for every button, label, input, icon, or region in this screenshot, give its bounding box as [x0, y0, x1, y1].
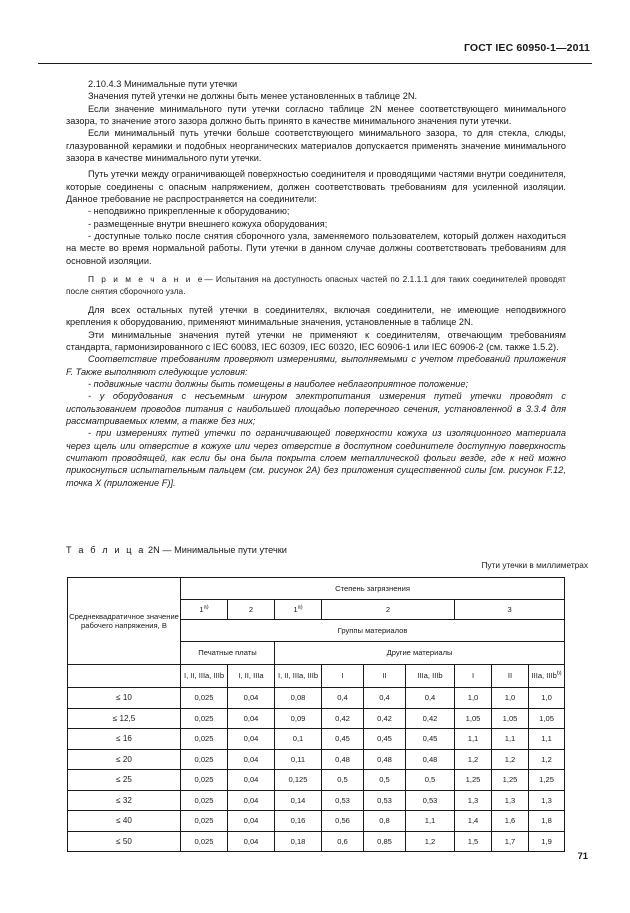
- row-value-cell: 0,42: [406, 708, 455, 729]
- row-value-cell: 0,45: [322, 729, 364, 750]
- row-value-cell: 1,5: [455, 831, 492, 852]
- row-value-cell: 0,04: [228, 749, 275, 770]
- table-caption-dash: —: [162, 545, 172, 555]
- pcb-header: Печатные платы: [181, 642, 275, 665]
- paragraph-1: Значения путей утечки не должны быть менее установленных в таблице 2N.: [88, 91, 418, 102]
- row-value-cell: 1,1: [455, 729, 492, 750]
- row-value-cell: 0,45: [364, 729, 406, 750]
- pollution-degree-1b: [275, 600, 322, 620]
- section-heading: 2.10.4.3 Минимальные пути утечки: [88, 79, 238, 89]
- other-materials-header: Другие материалы: [275, 642, 565, 665]
- row-value-cell: 0,025: [181, 790, 228, 811]
- row-value-cell: 1,0: [492, 688, 529, 709]
- creepage-table-wrapper: [67, 577, 564, 852]
- pollution-degree-1b-sup: a): [297, 604, 303, 611]
- row-value-cell: 0,45: [406, 729, 455, 750]
- row-value-cell: 1,25: [492, 770, 529, 791]
- row-value-cell: 0,56: [322, 811, 364, 832]
- table-caption-label: Т а б л и ц а: [66, 545, 146, 555]
- table-caption-title: Минимальные пути утечки: [174, 545, 287, 555]
- material-col-3: I, II, IIIa, IIIb: [275, 665, 322, 688]
- row-value-cell: 0,025: [181, 811, 228, 832]
- row-value-cell: 1,1: [529, 729, 565, 750]
- row-value-cell: 1,4: [455, 811, 492, 832]
- material-col-7: I: [455, 665, 492, 688]
- material-col-2: I, II, IIIa: [228, 665, 275, 688]
- table-row: [68, 688, 565, 709]
- row-value-cell: 1,25: [529, 770, 565, 791]
- row-value-cell: 0,5: [322, 770, 364, 791]
- table-row: [68, 811, 565, 832]
- table-caption-number: 2N: [148, 545, 160, 555]
- row-value-cell: 0,48: [322, 749, 364, 770]
- row-value-cell: 1,1: [406, 811, 455, 832]
- compliance-bullet-2: - у оборудования с несъемным шнуром электропитания измерения путей утечки проводят с использованием проводов питания с наибольшей площадью поперечного сечения, установленной в 3.3.4 для рассматриваемых клемм, а также без них;: [66, 391, 566, 427]
- row-value-cell: 0,53: [364, 790, 406, 811]
- row-voltage-cell: ≤ 25: [68, 770, 181, 791]
- pollution-degree-2a: 2: [228, 600, 275, 620]
- row-value-cell: 0,4: [364, 688, 406, 709]
- compliance-intro: Соответствие требованиям проверяют измерениями, выполняемыми с учетом требований приложения F. Также выполняют следующие условия:: [66, 354, 566, 377]
- note-dash: —: [204, 274, 213, 285]
- row-value-cell: 0,14: [275, 790, 322, 811]
- row-value-cell: 1,0: [455, 688, 492, 709]
- row-value-cell: 0,4: [322, 688, 364, 709]
- row-value-cell: 0,04: [228, 811, 275, 832]
- compliance-bullet-1: - подвижные части должны быть помещены в наиболее неблагоприятное положение;: [88, 379, 469, 390]
- row-value-cell: 1,2: [455, 749, 492, 770]
- row-value-cell: 1,25: [455, 770, 492, 791]
- body-content: [66, 78, 566, 489]
- table-row: [68, 749, 565, 770]
- row-voltage-cell: ≤ 10: [68, 688, 181, 709]
- row-voltage-cell: ≤ 32: [68, 790, 181, 811]
- page-number: 71: [577, 850, 588, 861]
- row-value-cell: 0,85: [364, 831, 406, 852]
- pollution-degree-3: 3: [455, 600, 565, 620]
- row-value-cell: 0,5: [364, 770, 406, 791]
- row-value-cell: 0,48: [406, 749, 455, 770]
- paragraph-2: Если значение минимального пути утечки согласно таблице 2N менее соответствующего минимального зазора, то значение этого зазора должно быть принято в качестве минимального значения пути утечки.: [66, 103, 566, 127]
- paragraph-4: Путь утечки между ограничивающей поверхностью соединителя и проводящими частями внутри соединителя, которые соединены с опасным напряжением, должен соответствовать требованиям для усиленной изоляции. Данное требование не распространяется на соединители:: [66, 169, 566, 205]
- row-voltage-cell: ≤ 16: [68, 729, 181, 750]
- pollution-degree-2b: 2: [322, 600, 455, 620]
- pollution-degree-1a-sup: a): [203, 604, 209, 611]
- material-col-9-label: IIIa, IIIb: [531, 671, 557, 681]
- bullet-1-3: - доступные только после снятия сборочного узла, заменяемого пользователем, который должен находиться на месте во время нормальной работы. Пути утечки в данном случае должны соответствовать требованиям для основной изоляции.: [66, 231, 566, 266]
- note-label: П р и м е ч а н и е: [88, 274, 205, 285]
- material-col-voltage-spacer: [68, 665, 181, 688]
- row-value-cell: 0,42: [322, 708, 364, 729]
- row-value-cell: 1,8: [529, 811, 565, 832]
- row-value-cell: 1,2: [406, 831, 455, 852]
- row-value-cell: 1,3: [455, 790, 492, 811]
- material-groups-header: Группы материалов: [181, 620, 565, 642]
- row-value-cell: 1,0: [529, 688, 565, 709]
- row-value-cell: 0,53: [406, 790, 455, 811]
- row-voltage-cell: ≤ 40: [68, 811, 181, 832]
- material-col-6: IIIa, IIIb: [406, 665, 455, 688]
- row-value-cell: 0,16: [275, 811, 322, 832]
- row-value-cell: 1,3: [492, 790, 529, 811]
- row-value-cell: 1,05: [492, 708, 529, 729]
- pollution-degree-header: Степень загрязнения: [181, 578, 565, 600]
- creepage-distance-table: [67, 577, 565, 852]
- row-value-cell: 0,125: [275, 770, 322, 791]
- material-col-4: I: [322, 665, 364, 688]
- row-value-cell: 1,05: [455, 708, 492, 729]
- row-value-cell: 0,025: [181, 729, 228, 750]
- row-value-cell: 1,3: [529, 790, 565, 811]
- row-value-cell: 0,18: [275, 831, 322, 852]
- material-col-5: II: [364, 665, 406, 688]
- row-value-cell: 1,1: [492, 729, 529, 750]
- row-value-cell: 0,1: [275, 729, 322, 750]
- table-caption: [66, 545, 287, 555]
- row-voltage-cell: ≤ 20: [68, 749, 181, 770]
- pollution-degree-1a: [181, 600, 228, 620]
- paragraph-6: Эти минимальные значения путей утечки не применяют к соединителям, отвечающим требованиям стандарта, гармонизированного с IEC 60083, IEC 60309, IEC 60320, IEC 60906-1 или IEC 60906-2 (см. также 1.5.2).: [66, 329, 566, 352]
- row-value-cell: 1,2: [529, 749, 565, 770]
- material-col-1: I, II, IIIa, IIIb: [181, 665, 228, 688]
- row-value-cell: 1,6: [492, 811, 529, 832]
- header-row-pollution: [68, 578, 565, 600]
- row-value-cell: 1,2: [492, 749, 529, 770]
- row-value-cell: 1,9: [529, 831, 565, 852]
- paragraph-3: Если минимальный путь утечки больше соответствующего минимального зазора, то для стекла, слюды, глазурованной керамики и подобных неорганических материалов допускается применять значение минимального зазора в качестве минимального пути утечки.: [66, 128, 566, 164]
- table-row: [68, 729, 565, 750]
- row-value-cell: 0,8: [364, 811, 406, 832]
- table-units-note: Пути утечки в миллиметрах: [481, 560, 588, 570]
- row-value-cell: 0,025: [181, 831, 228, 852]
- voltage-header-cell: Среднеквадратичное значение рабочего напряжения, В: [68, 578, 181, 665]
- paragraph-5: Для всех остальных путей утечки в соединителях, включая соединители, не имеющие неподвижного крепления к оборудованию, применяют минимальные значения, установленные в таблице 2N.: [66, 304, 566, 328]
- row-value-cell: 1,05: [529, 708, 565, 729]
- row-voltage-cell: ≤ 50: [68, 831, 181, 852]
- header-row-material-columns: [68, 665, 565, 688]
- pollution-degree-1a-label: 1: [199, 604, 204, 614]
- bullet-1-1: - неподвижно прикрепленные к оборудованию;: [88, 206, 290, 217]
- row-value-cell: 0,08: [275, 688, 322, 709]
- table-body: [68, 578, 565, 688]
- row-value-cell: 0,42: [364, 708, 406, 729]
- row-value-cell: 0,04: [228, 688, 275, 709]
- row-voltage-cell: ≤ 12,5: [68, 708, 181, 729]
- row-value-cell: 0,04: [228, 729, 275, 750]
- table-row: [68, 770, 565, 791]
- row-value-cell: 0,025: [181, 749, 228, 770]
- table-row: [68, 831, 565, 852]
- material-col-9: [529, 665, 565, 688]
- material-col-9-sup: b): [556, 670, 562, 677]
- note-text: Испытания на доступность опасных частей по 2.1.1.1 для таких соединителей проводят после снятия сборочного узла.: [66, 274, 566, 296]
- material-col-8: II: [492, 665, 529, 688]
- table-row: [68, 708, 565, 729]
- row-value-cell: 0,025: [181, 688, 228, 709]
- row-value-cell: 0,04: [228, 708, 275, 729]
- row-value-cell: 0,53: [322, 790, 364, 811]
- row-value-cell: 1,7: [492, 831, 529, 852]
- pollution-degree-1b-label: 1: [293, 604, 298, 614]
- bullet-1-2: - размещенные внутри внешнего кожуха оборудования;: [88, 218, 328, 229]
- row-value-cell: 0,025: [181, 770, 228, 791]
- table-row: [68, 790, 565, 811]
- row-value-cell: 0,48: [364, 749, 406, 770]
- row-value-cell: 0,5: [406, 770, 455, 791]
- row-value-cell: 0,4: [406, 688, 455, 709]
- row-value-cell: 0,09: [275, 708, 322, 729]
- row-value-cell: 0,025: [181, 708, 228, 729]
- header-rule: [38, 63, 592, 64]
- row-value-cell: 0,6: [322, 831, 364, 852]
- row-value-cell: 0,04: [228, 831, 275, 852]
- row-value-cell: 0,11: [275, 749, 322, 770]
- table-data-rows: [68, 688, 565, 852]
- row-value-cell: 0,04: [228, 790, 275, 811]
- row-value-cell: 0,04: [228, 770, 275, 791]
- running-header: ГОСТ IEC 60950-1—2011: [463, 42, 590, 54]
- note-block: [66, 274, 566, 297]
- compliance-bullet-3: - при измерениях путей утечки по ограничивающей поверхности кожуха из изоляционного материала через щель или отверстие в кожухе или через отверстие в доступном соединителе доступную поверхность считают проводящей, как если бы она была покрыта слоем металлической фольги везде, где к ней можно прикоснуться испытательным пальцем (см. рисунок 2А) без приложения существенной силы [см. рисунок F.12, точка X (приложение F)].: [66, 428, 566, 488]
